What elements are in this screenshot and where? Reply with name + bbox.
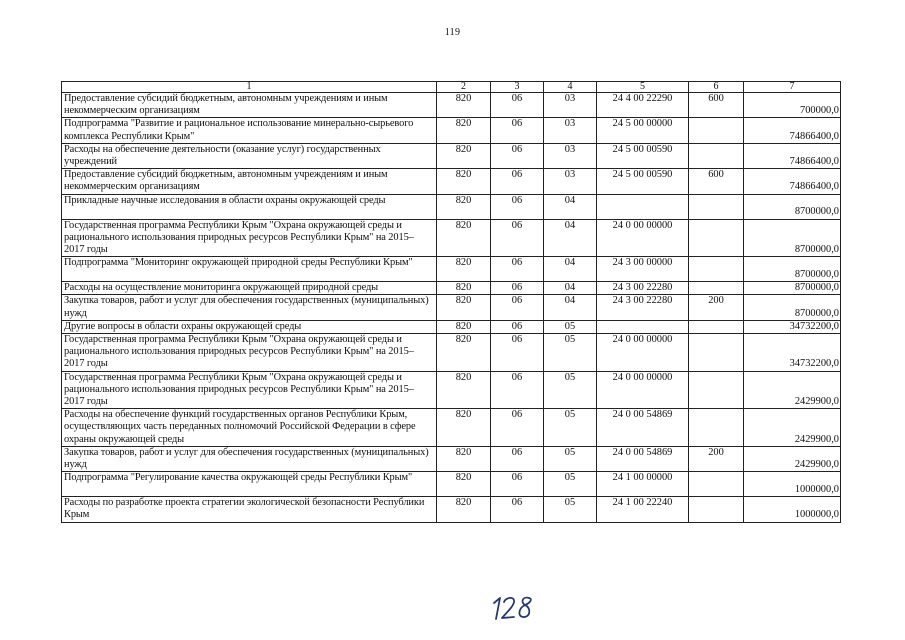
- row-description: Закупка товаров, работ и услуг для обеспечения государственных (муниципальных) нужд: [62, 446, 437, 471]
- row-target-article: 24 3 00 22280: [597, 295, 689, 320]
- row-gr-code: 820: [437, 282, 491, 295]
- row-target-article: 24 4 00 22290: [597, 93, 689, 118]
- table-row: [62, 143, 841, 168]
- row-amount: 2429900,0: [744, 446, 841, 471]
- row-expense-type: 600: [689, 169, 744, 194]
- row-amount: 8700000,0: [744, 295, 841, 320]
- budget-table: [61, 81, 841, 523]
- row-description: Подпрограмма "Регулирование качества окружающей среды Республики Крым": [62, 472, 437, 497]
- row-amount: 700000,0: [744, 93, 841, 118]
- row-description: Государственная программа Республики Крым "Охрана окружающей среды и рационального использования природных ресурсов Республики Крым" на 2015–2017 годы: [62, 219, 437, 257]
- table-row: [62, 257, 841, 282]
- row-target-article: 24 3 00 00000: [597, 257, 689, 282]
- row-subsection: 04: [544, 194, 597, 219]
- row-target-article: 24 5 00 00000: [597, 118, 689, 143]
- table-row: [62, 472, 841, 497]
- table-row: [62, 446, 841, 471]
- row-gr-code: 820: [437, 143, 491, 168]
- row-gr-code: 820: [437, 409, 491, 447]
- header-col-7: 7: [744, 82, 841, 93]
- row-gr-code: 820: [437, 169, 491, 194]
- row-subsection: 05: [544, 371, 597, 409]
- row-expense-type: [689, 282, 744, 295]
- row-section: 06: [491, 282, 544, 295]
- row-section: 06: [491, 334, 544, 372]
- row-gr-code: 820: [437, 219, 491, 257]
- row-section: 06: [491, 93, 544, 118]
- row-expense-type: 200: [689, 446, 744, 471]
- row-subsection: 04: [544, 257, 597, 282]
- row-target-article: 24 5 00 00590: [597, 143, 689, 168]
- row-description: Подпрограмма "Развитие и рациональное использование минерально-сырьевого комплекса Республики Крым": [62, 118, 437, 143]
- row-gr-code: 820: [437, 497, 491, 522]
- table-row: [62, 169, 841, 194]
- row-expense-type: [689, 334, 744, 372]
- row-amount: 74866400,0: [744, 169, 841, 194]
- row-amount: 1000000,0: [744, 472, 841, 497]
- header-col-1: 1: [62, 82, 437, 93]
- row-subsection: 05: [544, 497, 597, 522]
- row-expense-type: [689, 257, 744, 282]
- row-description: Расходы на обеспечение функций государственных органов Республики Крым, осуществляющих часть переданных полномочий Российской Федерации в сфере охраны окружающей среды: [62, 409, 437, 447]
- row-expense-type: [689, 219, 744, 257]
- row-gr-code: 820: [437, 320, 491, 333]
- row-subsection: 03: [544, 118, 597, 143]
- row-section: 06: [491, 118, 544, 143]
- table-row: [62, 409, 841, 447]
- row-target-article: 24 0 00 00000: [597, 219, 689, 257]
- table-row: [62, 371, 841, 409]
- row-subsection: 04: [544, 282, 597, 295]
- row-amount: 8700000,0: [744, 282, 841, 295]
- row-amount: 34732200,0: [744, 334, 841, 372]
- row-expense-type: [689, 118, 744, 143]
- row-section: 06: [491, 194, 544, 219]
- table-row: [62, 194, 841, 219]
- row-expense-type: 200: [689, 295, 744, 320]
- row-section: 06: [491, 371, 544, 409]
- row-description: Государственная программа Республики Крым "Охрана окружающей среды и рационального использования природных ресурсов Республики Крым" на 2015–2017 годы: [62, 334, 437, 372]
- row-gr-code: 820: [437, 257, 491, 282]
- row-description: Предоставление субсидий бюджетным, автономным учреждениям и иным некоммерческим организациям: [62, 93, 437, 118]
- row-gr-code: 820: [437, 472, 491, 497]
- row-section: 06: [491, 219, 544, 257]
- header-col-2: 2: [437, 82, 491, 93]
- row-subsection: 04: [544, 219, 597, 257]
- row-gr-code: 820: [437, 295, 491, 320]
- row-description: Другие вопросы в области охраны окружающей среды: [62, 320, 437, 333]
- row-subsection: 05: [544, 320, 597, 333]
- row-subsection: 05: [544, 409, 597, 447]
- row-description: Прикладные научные исследования в области охраны окружающей среды: [62, 194, 437, 219]
- row-amount: 34732200,0: [744, 320, 841, 333]
- table-row: [62, 497, 841, 522]
- row-section: 06: [491, 295, 544, 320]
- row-expense-type: 600: [689, 93, 744, 118]
- header-col-5: 5: [597, 82, 689, 93]
- header-col-3: 3: [491, 82, 544, 93]
- row-amount: 74866400,0: [744, 143, 841, 168]
- row-target-article: 24 0 00 54869: [597, 446, 689, 471]
- row-target-article: [597, 320, 689, 333]
- row-expense-type: [689, 497, 744, 522]
- row-subsection: 05: [544, 446, 597, 471]
- row-section: 06: [491, 497, 544, 522]
- row-description: Расходы на осуществление мониторинга окружающей природной среды: [62, 282, 437, 295]
- row-amount: 8700000,0: [744, 257, 841, 282]
- row-description: Подпрограмма "Мониторинг окружающей природной среды Республики Крым": [62, 257, 437, 282]
- table-row: [62, 118, 841, 143]
- row-target-article: 24 1 00 00000: [597, 472, 689, 497]
- row-gr-code: 820: [437, 194, 491, 219]
- row-expense-type: [689, 143, 744, 168]
- row-subsection: 04: [544, 295, 597, 320]
- row-section: 06: [491, 257, 544, 282]
- row-section: 06: [491, 409, 544, 447]
- row-gr-code: 820: [437, 446, 491, 471]
- row-amount: 2429900,0: [744, 371, 841, 409]
- row-description: Государственная программа Республики Крым "Охрана окружающей среды и рационального использования природных ресурсов Республики Крым" на 2015–2017 годы: [62, 371, 437, 409]
- row-section: 06: [491, 169, 544, 194]
- row-amount: 74866400,0: [744, 118, 841, 143]
- header-col-6: 6: [689, 82, 744, 93]
- row-subsection: 03: [544, 169, 597, 194]
- table-row: [62, 320, 841, 333]
- row-subsection: 03: [544, 143, 597, 168]
- header-col-4: 4: [544, 82, 597, 93]
- row-target-article: 24 1 00 22240: [597, 497, 689, 522]
- row-gr-code: 820: [437, 93, 491, 118]
- row-target-article: 24 5 00 00590: [597, 169, 689, 194]
- row-subsection: 05: [544, 472, 597, 497]
- row-description: Закупка товаров, работ и услуг для обеспечения государственных (муниципальных) нужд: [62, 295, 437, 320]
- row-description: Предоставление субсидий бюджетным, автономным учреждениям и иным некоммерческим организациям: [62, 169, 437, 194]
- row-expense-type: [689, 320, 744, 333]
- table-row: [62, 334, 841, 372]
- row-expense-type: [689, 472, 744, 497]
- table-row: [62, 93, 841, 118]
- header-row: [62, 82, 841, 93]
- row-section: 06: [491, 446, 544, 471]
- row-section: 06: [491, 472, 544, 497]
- handwritten-page-number: [488, 591, 548, 623]
- row-section: 06: [491, 320, 544, 333]
- row-expense-type: [689, 194, 744, 219]
- table-row: [62, 295, 841, 320]
- row-amount: 8700000,0: [744, 194, 841, 219]
- row-gr-code: 820: [437, 371, 491, 409]
- row-section: 06: [491, 143, 544, 168]
- row-gr-code: 820: [437, 334, 491, 372]
- row-gr-code: 820: [437, 118, 491, 143]
- row-amount: 8700000,0: [744, 219, 841, 257]
- row-target-article: 24 0 00 00000: [597, 334, 689, 372]
- row-expense-type: [689, 409, 744, 447]
- row-target-article: [597, 194, 689, 219]
- row-amount: 2429900,0: [744, 409, 841, 447]
- row-subsection: 03: [544, 93, 597, 118]
- page-number: 119: [444, 27, 461, 38]
- table-row: [62, 282, 841, 295]
- row-subsection: 05: [544, 334, 597, 372]
- table-row: [62, 219, 841, 257]
- row-target-article: 24 0 00 00000: [597, 371, 689, 409]
- row-description: Расходы на обеспечение деятельности (оказание услуг) государственных учреждений: [62, 143, 437, 168]
- row-target-article: 24 0 00 54869: [597, 409, 689, 447]
- row-description: Расходы по разработке проекта стратегии экологической безопасности Республики Крым: [62, 497, 437, 522]
- row-target-article: 24 3 00 22280: [597, 282, 689, 295]
- row-amount: 1000000,0: [744, 497, 841, 522]
- row-expense-type: [689, 371, 744, 409]
